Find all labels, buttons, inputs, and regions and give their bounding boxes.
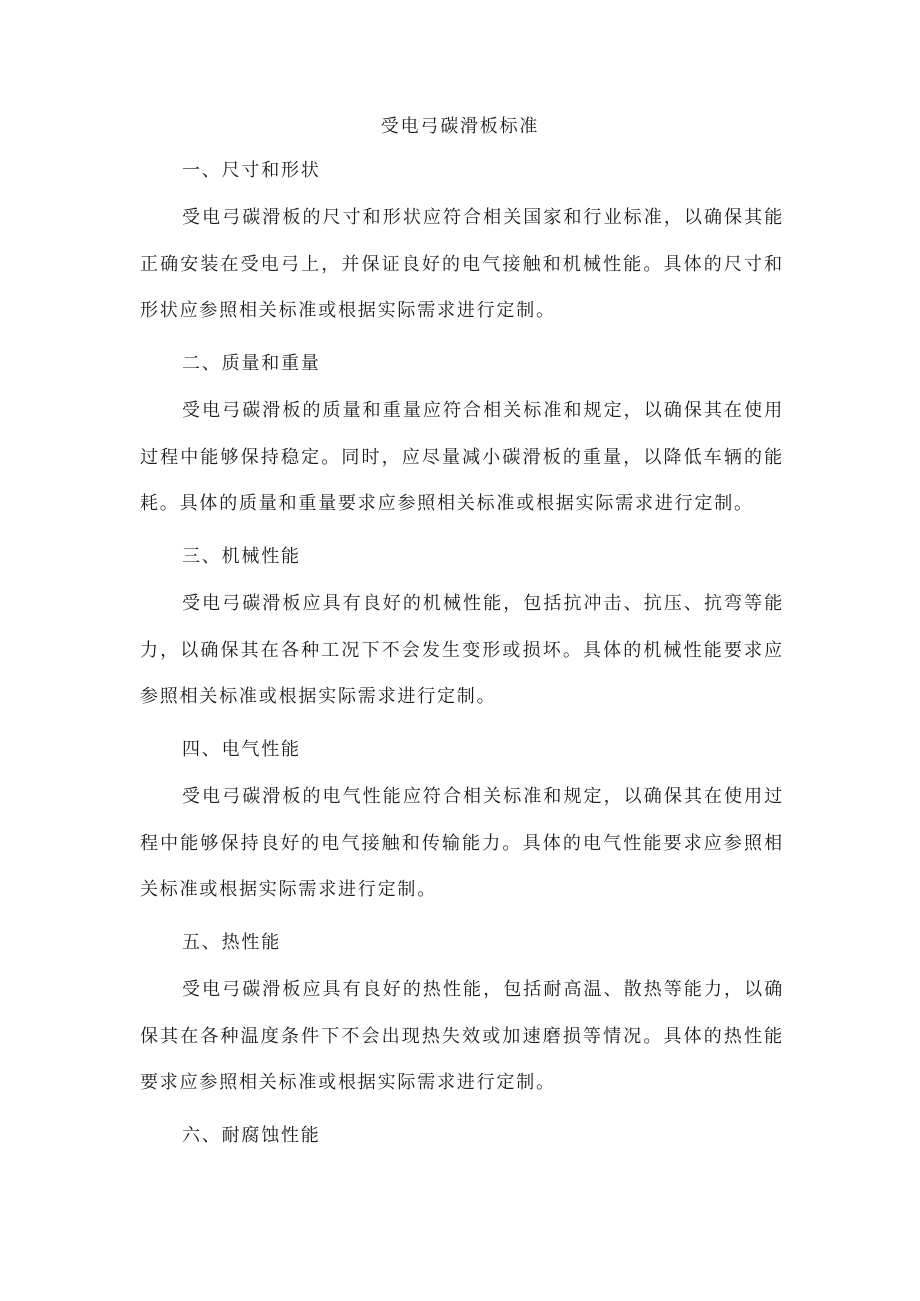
document-title: 受电弓碳滑板标准 — [380, 116, 540, 137]
section-body-size-shape: 受电弓碳滑板的尺寸和形状应符合相关国家和行业标准，以确保其能正确安装在受电弓上，并保证良好的电气接触和机械性能。具体的尺寸和形状应参照相关标准或根据实际需求进行定制。 — [140, 207, 784, 321]
section-heading-quality-weight: 二、质量和重量 — [182, 353, 321, 374]
section-heading-mechanical: 三、机械性能 — [182, 546, 301, 567]
section-body-mechanical: 受电弓碳滑板应具有良好的机械性能，包括抗冲击、抗压、抗弯等能力，以确保其在各种工况下不会发生变形或损坏。具体的机械性能要求应参照相关标准或根据实际需求进行定制。 — [140, 593, 784, 707]
section-body-thermal: 受电弓碳滑板应具有良好的热性能，包括耐高温、散热等能力，以确保其在各种温度条件下不会出现热失效或加速磨损等情况。具体的热性能要求应参照相关标准或根据实际需求进行定制。 — [140, 979, 784, 1093]
section-heading-electrical: 四、电气性能 — [182, 739, 301, 760]
section-heading-thermal: 五、热性能 — [182, 932, 281, 953]
section-body-quality-weight: 受电弓碳滑板的质量和重量应符合相关标准和规定，以确保其在使用过程中能够保持稳定。同时，应尽量减小碳滑板的重量，以降低车辆的能耗。具体的质量和重量要求应参照相关标准或根据实际需求进行定制。 — [140, 400, 784, 514]
section-body-electrical: 受电弓碳滑板的电气性能应符合相关标准和规定，以确保其在使用过程中能够保持良好的电气接触和传输能力。具体的电气性能要求应参照相关标准或根据实际需求进行定制。 — [140, 786, 784, 900]
section-heading-corrosion: 六、耐腐蚀性能 — [182, 1125, 321, 1146]
section-heading-size-shape: 一、尺寸和形状 — [182, 160, 321, 181]
